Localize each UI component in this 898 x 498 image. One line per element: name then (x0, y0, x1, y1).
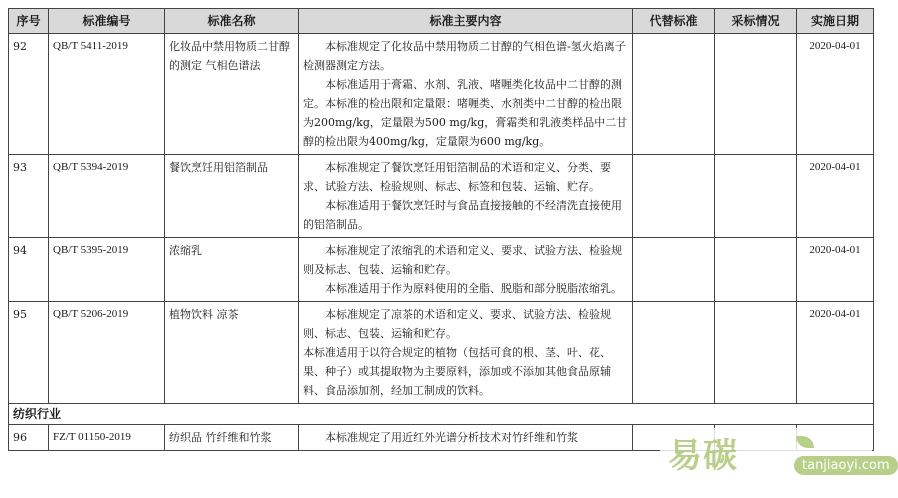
table-header-row (9, 9, 874, 34)
content-paragraph: 本标准适用于以符合规定的植物（包括可食的根、茎、叶、花、果、种子）或其提取物为主要原料，添加或不添加其他食品原辅料、食品添加剂，经加工制成的饮料。 (303, 346, 611, 397)
header-code: 标准编号 (49, 9, 165, 34)
row-date: 2020-04-01 (797, 155, 874, 238)
row-name: 浓缩乳 (165, 238, 299, 302)
row-seq: 96 (9, 425, 49, 451)
row-content (299, 238, 633, 302)
content-paragraph: 本标准规定了化妆品中禁用物质二甘醇的气相色谱-氢火焰离子检测器测定方法。 (303, 40, 626, 72)
header-replace: 代替标准 (633, 9, 715, 34)
row-content (299, 302, 633, 404)
table-row (9, 238, 874, 302)
row-content (299, 425, 633, 451)
row-code: QB/T 5394-2019 (49, 155, 165, 238)
leaf-icon (796, 436, 814, 448)
row-code: QB/T 5395-2019 (49, 238, 165, 302)
row-replace (633, 34, 715, 155)
watermark-logo: 易碳 (668, 436, 738, 476)
row-seq: 92 (9, 34, 49, 155)
row-seq: 93 (9, 155, 49, 238)
row-adopt (715, 238, 797, 302)
content-paragraph: 本标准规定了用近红外光谱分析技术对竹纤维和竹浆 (325, 431, 578, 444)
header-content: 标准主要内容 (299, 9, 633, 34)
row-code: QB/T 5411-2019 (49, 34, 165, 155)
row-seq: 94 (9, 238, 49, 302)
table-row (9, 34, 874, 155)
row-name: 植物饮料 凉茶 (165, 302, 299, 404)
row-content (299, 34, 633, 155)
content-paragraph: 本标准规定了浓缩乳的术语和定义、要求、试验方法、检验规则及标志、包装、运输和贮存。 (303, 244, 622, 276)
row-name: 纺织品 竹纤维和竹浆 (165, 425, 299, 451)
content-paragraph: 本标准规定了凉茶的术语和定义、要求、试验方法、检验规则、标志、包装、运输和贮存。 (303, 308, 611, 340)
row-seq: 95 (9, 302, 49, 404)
row-adopt (715, 34, 797, 155)
watermark (660, 428, 890, 490)
row-code: QB/T 5206-2019 (49, 302, 165, 404)
row-date: 2020-04-01 (797, 238, 874, 302)
row-date: 2020-04-01 (797, 34, 874, 155)
row-replace (633, 155, 715, 238)
row-adopt (715, 302, 797, 404)
content-paragraph: 本标准适用于作为原料使用的全脂、脱脂和部分脱脂浓缩乳。 (325, 282, 622, 295)
table-row (9, 302, 874, 404)
row-replace (633, 238, 715, 302)
header-date: 实施日期 (797, 9, 874, 34)
row-adopt (715, 155, 797, 238)
row-date: 2020-04-01 (797, 302, 874, 404)
header-seq: 序号 (9, 9, 49, 34)
row-name: 化妆品中禁用物质二甘醇的测定 气相色谱法 (165, 34, 299, 155)
row-replace (633, 302, 715, 404)
row-content (299, 155, 633, 238)
row-code: FZ/T 01150-2019 (49, 425, 165, 451)
section-row (9, 404, 874, 425)
watermark-url: tanjiaoyi.com (794, 456, 898, 475)
content-paragraph: 本标准适用于膏霜、水剂、乳液、啫喱类化妆品中二甘醇的测定。本标准的检出限和定量限：啫喱类、水剂类中二甘醇的检出限为200mg/kg，定量限为500 mg/kg，膏霜类和乳液类样品中二甘醇的检出限为400mg/kg，定量限为600 mg/kg。 (303, 78, 628, 148)
content-paragraph: 本标准适用于餐饮烹饪时与食品直接接触的不经清洗直接使用的铝箔制品。 (303, 199, 622, 231)
standards-table (8, 8, 874, 451)
content-paragraph: 本标准规定了餐饮烹饪用铝箔制品的术语和定义、分类、要求、试验方法、检验规则、标志、标签和包装、运输、贮存。 (303, 161, 611, 193)
table-row (9, 155, 874, 238)
section-title: 纺织行业 (9, 404, 874, 425)
header-adopt: 采标情况 (715, 9, 797, 34)
row-name: 餐饮烹饪用铝箔制品 (165, 155, 299, 238)
header-name: 标准名称 (165, 9, 299, 34)
